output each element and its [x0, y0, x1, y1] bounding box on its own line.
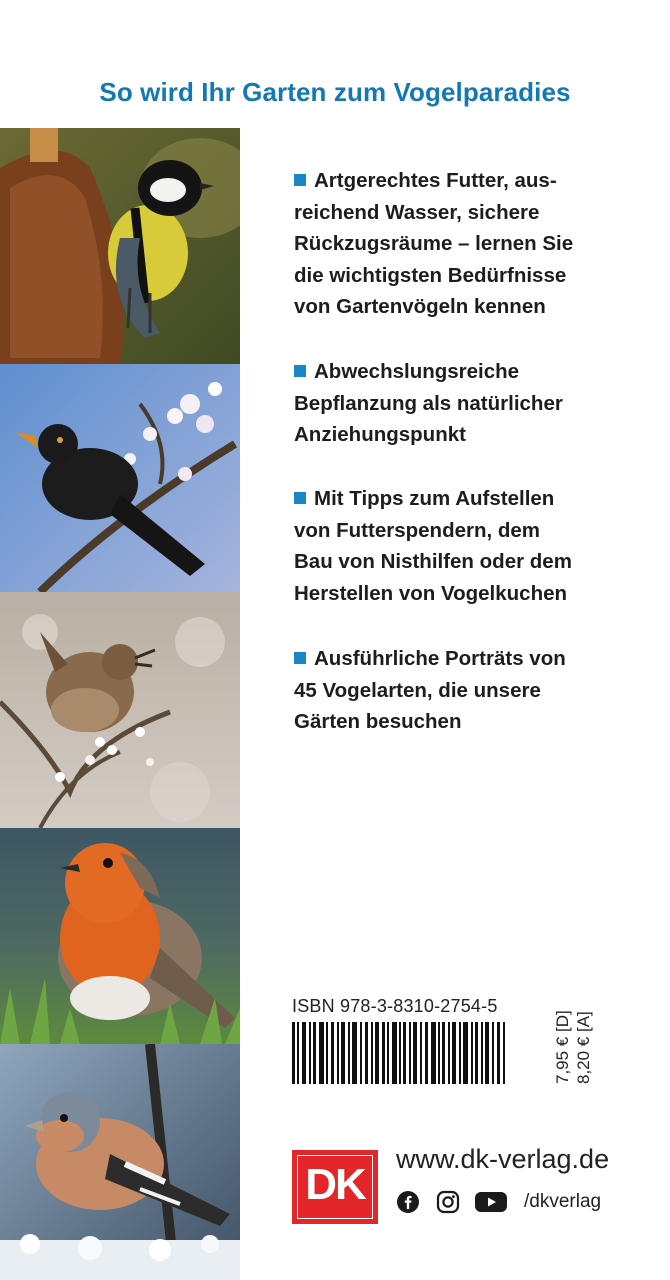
chaffinch-photo [0, 1044, 240, 1280]
feature-item [294, 483, 654, 609]
feature-line: Bau von Nisthilfen oder dem [294, 550, 572, 573]
wren-photo [0, 592, 240, 828]
isbn-block [292, 996, 592, 1106]
dk-logo-text: DK [305, 1160, 365, 1209]
feature-line: die wichtigsten Bedürfnisse [294, 263, 567, 287]
social-handle: /dkverlag [524, 1191, 602, 1212]
feature-line: Ausführliche Porträts von [314, 647, 566, 670]
social-links [396, 1190, 626, 1216]
page-title: So wird Ihr Garten zum Vogelparadies [99, 77, 571, 108]
bullet-square-icon [294, 652, 306, 664]
feature-line: Abwechslungsreiche [314, 360, 520, 383]
feature-item [294, 165, 654, 323]
feature-line: reichend Wasser, sichere [294, 200, 540, 224]
website-link[interactable]: www.dk-verlag.de [396, 1144, 610, 1174]
feature-item [294, 643, 654, 738]
feature-item [294, 356, 654, 451]
feature-line: von Futterspendern, dem [294, 518, 541, 542]
robin-photo [0, 828, 240, 1044]
feature-line: Rückzugsräume – lernen Sie [294, 232, 574, 255]
blackbird-photo [0, 364, 240, 592]
feature-line: von Gartenvögeln kennen [294, 295, 546, 318]
barcode-icon [292, 1022, 507, 1084]
instagram-icon[interactable] [436, 1190, 460, 1214]
feature-line: Anziehungspunkt [294, 423, 466, 446]
bullet-square-icon [294, 365, 306, 377]
feature-line: Bepflanzung als natürlicher [294, 391, 563, 415]
price-block [552, 996, 596, 1106]
youtube-icon[interactable] [474, 1190, 508, 1214]
bullet-square-icon [294, 174, 306, 186]
facebook-icon[interactable] [396, 1190, 420, 1214]
feature-line: Artgerechtes Futter, aus- [314, 169, 557, 192]
bullet-square-icon [294, 492, 306, 504]
price-germany: 7,95 € [D] [553, 1010, 572, 1084]
price-austria: 8,20 € [A] [574, 1011, 593, 1084]
bird-photo-strip [0, 128, 240, 1280]
isbn-number: ISBN 978-3-8310-2754-5 [292, 996, 498, 1016]
feature-line: Herstellen von Vogelkuchen [294, 581, 568, 605]
dk-logo [292, 1150, 378, 1224]
great-tit-photo [0, 128, 240, 364]
feature-line: Gärten besuchen [294, 710, 462, 733]
feature-line: Mit Tipps zum Aufstellen [314, 487, 555, 510]
feature-line: 45 Vogelarten, die unsere [294, 678, 541, 702]
